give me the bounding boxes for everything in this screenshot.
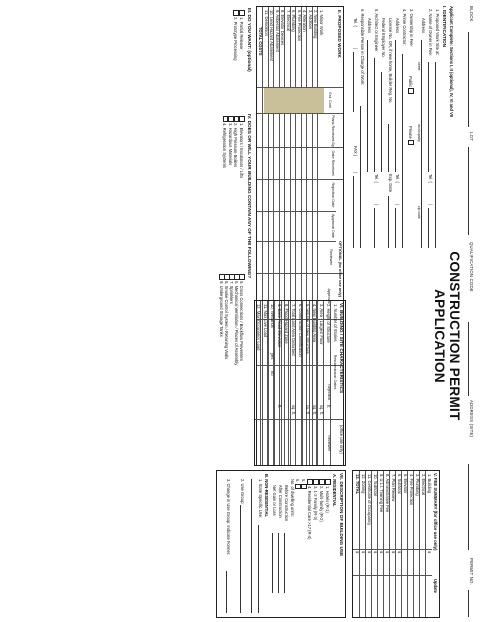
license-field[interactable] (388, 124, 389, 172)
architect-tel-label: Tel. ( (374, 174, 379, 183)
site-unit: cu. ft. (305, 405, 310, 416)
table-row (389, 471, 396, 617)
contractor-tel-paren: ) (395, 204, 400, 206)
site-item: 9. Base Flood Elevation (277, 304, 282, 348)
contains-checkbox[interactable] (234, 116, 240, 122)
non-residential-heading: B. NON-RESIDENTIAL (264, 474, 269, 517)
dwelling-units-label: No. of dwelling units: (290, 479, 295, 517)
use-option[interactable] (319, 479, 325, 522)
site-unit: sq. ft. (291, 405, 296, 416)
fax-field[interactable] (353, 176, 354, 248)
fee-item: 8. Administrative Fee (385, 474, 390, 513)
contains-label: 7. Sprinklers (228, 281, 234, 304)
contains-label: 3. Hazardous Materials (227, 123, 233, 166)
after-construction-label: After Construction (278, 485, 283, 518)
table-row (401, 471, 408, 617)
zip-caption: zip code (417, 206, 421, 219)
fee-dollar: $ (427, 551, 432, 554)
site-item: 2. Height of Structure (326, 304, 331, 343)
owner-tel-paren: ) (428, 204, 433, 206)
building-site-heading: VI. BUILDING / SITE CHARACTERISTICS (339, 303, 344, 394)
lot-field[interactable] (468, 147, 469, 235)
fee-item: 9. U.L.I. Training Fee (379, 474, 384, 513)
owner-name-label: 2. Name of Owner in Fee: (428, 9, 433, 56)
work-item: 2. New Building (313, 10, 319, 39)
owner-tel-label: Tel. ( (428, 174, 433, 183)
form-title (432, 250, 462, 422)
use-checkbox[interactable] (325, 479, 331, 485)
section-do-you-want (232, 6, 252, 106)
owner-name-field[interactable] (428, 62, 429, 172)
fax-label: FAX ( (353, 146, 358, 157)
site-item: 1. Number of Stories (333, 304, 338, 342)
site-unit: sq. ft. (319, 405, 324, 416)
municipality-caption: municipality (417, 124, 421, 142)
proposed-site-label: 1. Proposed Work Site at: (435, 9, 440, 56)
qual-code-field[interactable] (468, 322, 469, 396)
fee-item: 13. TOTAL (355, 474, 360, 495)
contains-label: 9. Underground Storage Tanks (218, 281, 224, 337)
table-row (371, 471, 378, 617)
responsible-field[interactable] (360, 106, 361, 248)
table-row (377, 471, 384, 617)
net-gain-field[interactable] (272, 533, 273, 593)
fee-dollar: $ (373, 551, 378, 554)
table-row (425, 471, 432, 617)
partial-release-checkbox[interactable] (239, 10, 245, 16)
site-item: 5. Volume of New Structure (305, 304, 310, 354)
contractor-tel-field[interactable] (395, 208, 396, 248)
fee-dollar: $ (355, 551, 360, 554)
site-unit: sq. ft. (312, 405, 317, 416)
work-item: 9. Asbestos Abatement (275, 10, 280, 52)
fee-dollar: $ (367, 551, 372, 554)
after-construction-field[interactable] (278, 533, 279, 593)
contains-option[interactable] (239, 116, 245, 178)
use-label: 6. (294, 479, 300, 483)
table-row (260, 301, 268, 465)
table-row (281, 301, 289, 465)
exp-date-field[interactable] (388, 196, 389, 248)
building-contains-heading: IV. DOES OR WILL YOUR BUILDING CONTAIN ANY OF THE FOLLOWING? (247, 114, 252, 279)
building-use-section (216, 470, 346, 618)
contains-option[interactable] (219, 274, 225, 337)
fee-item: 5. Elevator (403, 474, 408, 494)
contains-option[interactable] (222, 116, 228, 168)
owner-address-label: Address (421, 18, 426, 34)
architect-label: 5. Architect or Engineer (374, 9, 379, 52)
contractor-label: 4. Prime Contractor: (402, 9, 407, 46)
work-item: 10. Lead Hazard Abatement (269, 10, 275, 61)
fee-item: 11. Certificate of Occupancy (367, 474, 372, 526)
address-site-label: ADDRESS (SITE) (469, 400, 474, 438)
contains-label: 1. Elevators / Escalators / Lifts (238, 123, 244, 179)
site-unit: ft. (277, 405, 282, 409)
contains-checkbox[interactable] (228, 116, 234, 122)
use-group-label: 2. Use Group: (240, 479, 245, 505)
use-checkbox[interactable] (295, 484, 301, 490)
fee-dollar: $ (385, 551, 390, 554)
approval-header: Approval (327, 288, 331, 304)
site-item: 10. Wetlands (270, 304, 275, 328)
table-row (419, 471, 426, 617)
contains-checkbox[interactable] (234, 274, 240, 280)
use-label: 5. (300, 479, 306, 483)
contains-checkbox[interactable] (224, 274, 230, 280)
ownership-label: 3. Ownership in Fee: (409, 9, 414, 47)
site-item: 4. New Building Area (312, 304, 317, 343)
specific-use-field[interactable] (258, 525, 259, 613)
site-item: 7. Total Land Area Disturbed (291, 304, 296, 356)
prototype-checkbox[interactable] (233, 10, 239, 16)
contains-checkbox[interactable] (219, 274, 225, 280)
fee-dollar: $ (361, 551, 366, 554)
use-group-field[interactable] (240, 505, 241, 613)
contractor-tel-label: Tel. ( (395, 174, 400, 183)
title-line-2: APPLICATION (432, 289, 447, 383)
approval-date-header: Approval Date (331, 213, 335, 239)
exp-date-label: Exp. Date (388, 174, 393, 192)
table-row (323, 301, 331, 465)
table-row (254, 301, 261, 465)
plans-received-header: Plans Received By (331, 115, 335, 147)
public-label: Public (407, 76, 413, 88)
contains-label: 6. Mechanical Ventilation / Places of Assembly (233, 281, 239, 366)
resubmission-header: Resubmission Dates (333, 354, 337, 390)
reviewer-header: Reviewer (329, 249, 333, 265)
fee-item: 2. Electrical (421, 474, 426, 496)
street-caption: street (417, 62, 421, 71)
use-checkbox[interactable] (313, 479, 319, 485)
site-item: 3. Area - Largest Floor (319, 304, 324, 345)
before-construction-label: Before Construction (284, 485, 289, 522)
address-site-field[interactable] (468, 464, 469, 550)
identification-heading: I. IDENTIFICATION (442, 6, 447, 48)
office-use-label: (office use only) (339, 425, 344, 454)
before-construction-field[interactable] (284, 533, 285, 593)
table-row (302, 301, 310, 465)
change-use-field[interactable] (226, 571, 227, 613)
public-checkbox[interactable] (408, 88, 414, 94)
federal-employer-field[interactable] (381, 72, 382, 172)
fee-summary-heading: V. FEE SUMMARY (for office use only) (433, 473, 438, 551)
use-label: 3. 1-2 Family (R-3) (312, 486, 318, 521)
est-cost-header: Est. Cost (328, 92, 332, 108)
private-label: Private (407, 126, 413, 139)
section-building-contains (220, 112, 252, 466)
block-label: BLOCK (469, 6, 474, 22)
contains-label: 2. High Pressure Boilers (233, 123, 239, 168)
table-row (383, 471, 390, 617)
partial-release-option[interactable] (239, 10, 245, 49)
specific-use-field-2[interactable] (251, 479, 252, 613)
applicant-instructions: Applicant Complete: Sections I, II (optional), IV, VI and VII (449, 6, 454, 118)
wetlands-no[interactable]: no (270, 371, 275, 376)
fee-summary-table (352, 470, 440, 618)
work-item: 11. Demolition (264, 10, 269, 36)
table-row (267, 301, 275, 465)
reviewer-2-header: Reviewer (327, 435, 331, 451)
fax-paren: ) (353, 172, 358, 174)
architect-field[interactable] (374, 58, 375, 172)
proposed-site-field[interactable] (435, 62, 436, 248)
work-item: 4. Alteration (302, 10, 308, 32)
table-row (413, 471, 420, 617)
contains-checkbox[interactable] (239, 274, 245, 280)
responsible-tel-field[interactable] (353, 52, 354, 112)
contractor-address-field[interactable] (395, 40, 396, 172)
use-option[interactable] (307, 479, 313, 539)
qual-code-label: QUALIFICATION CODE (469, 242, 474, 292)
prototype-label: 2. Prototype Processing (232, 17, 238, 61)
contains-checkbox[interactable] (239, 116, 245, 122)
responsible-tel-paren: ) (353, 48, 358, 50)
proposed-work-heading: II. PROPOSED WORK (337, 10, 342, 58)
partial-release-label: 1. Partial Release (238, 17, 244, 50)
site-item: 6. Construction Classification (298, 304, 303, 357)
work-item: 5. Fire Protection (297, 10, 302, 42)
table-row (274, 301, 282, 465)
net-gain-label: Net Gain or Loss (272, 485, 277, 516)
specific-use-label: 1. State Specific Use: (258, 479, 263, 519)
table-row (353, 471, 360, 617)
architect-address-field[interactable] (367, 40, 368, 172)
date-received-header: Date Received (331, 150, 335, 176)
fee-dollar: $ (379, 551, 384, 554)
permit-no-label: PERMIT NO. (469, 558, 474, 585)
fee-item: 10. Subtotal (373, 474, 378, 496)
block-field[interactable] (468, 32, 469, 127)
fee-item: 7. Plan Review (391, 474, 396, 502)
contains-option[interactable] (228, 116, 234, 165)
fee-item: 6. Subtotal (397, 474, 402, 494)
contains-option[interactable] (233, 116, 239, 167)
site-item: 8. Flood Hazard Zone (284, 304, 289, 344)
fee-item: 1. Building (427, 474, 432, 494)
est-cost-shaded-cells (264, 88, 324, 113)
use-label: 2. Multi-family (R-2) (318, 486, 324, 522)
title-line-1: CONSTRUCTION PERMIT (447, 251, 462, 421)
contains-label: 5. Cross Connections / Backflow Preventers (238, 281, 244, 361)
section-identification (349, 6, 447, 248)
responsible-tel-label: Tel. ( (353, 18, 358, 27)
work-item: 6. Plumbing (291, 10, 297, 32)
change-use-label: 3. Change in Use Group: Indicate Former: (226, 479, 231, 556)
work-item: 1. Minor Work (319, 10, 324, 36)
table-row (365, 471, 372, 617)
architect-tel-field[interactable] (374, 208, 375, 248)
wetlands-yes[interactable]: yes (270, 353, 275, 360)
license-label: License No. OR, if new home, Builder Reg. No. (388, 18, 393, 104)
work-item: 8. Elevator Devices (280, 10, 286, 46)
rejection-header: Rejection (327, 384, 331, 400)
architect-address-label: Address (367, 18, 372, 34)
do-you-want-heading: III. DO YOU WANT: (optional) (247, 8, 252, 72)
responsible-label: 6. Responsible Person in Charge of Work: (360, 9, 365, 86)
federal-employer-label: Federal Employer No. (381, 18, 386, 58)
site-item: 12. Max Occupancy Load (256, 304, 261, 351)
table-row (295, 301, 303, 465)
public-option[interactable] (408, 76, 414, 95)
use-option[interactable] (313, 479, 319, 520)
permit-no-field[interactable] (468, 590, 469, 617)
table-row (407, 471, 414, 617)
work-item: 3. Addition (308, 10, 313, 30)
fee-dollar: $ (391, 551, 396, 554)
table-row (359, 471, 366, 617)
site-item: 11. Max Live Load (263, 304, 268, 338)
owner-address-field[interactable] (421, 40, 422, 248)
use-option[interactable] (301, 479, 307, 491)
use-checkbox[interactable] (301, 484, 307, 490)
table-row (309, 301, 317, 465)
owner-tel-field[interactable] (428, 208, 429, 248)
optional-heading: OPTIONAL (for office use only) (338, 241, 342, 297)
building-use-heading: VII. DESCRIPTION OF BUILDING USE (339, 473, 344, 557)
contains-label: 8. Smoke Control System / Retaining Walls (223, 281, 229, 360)
private-checkbox[interactable] (408, 140, 414, 146)
residential-heading: A. RESIDENTIAL (332, 474, 337, 507)
use-label: 1. Hotels (R-1) (324, 486, 330, 513)
contains-label: 4. Refrigeration Systems (222, 123, 228, 168)
use-label: 4. Residential Care >17 (R-4) (306, 486, 312, 540)
prototype-option[interactable] (233, 10, 239, 61)
use-option[interactable] (325, 479, 331, 513)
use-checkbox[interactable] (307, 479, 313, 485)
building-site-table (254, 300, 346, 466)
table-row (395, 471, 402, 617)
work-item: 7. Electrical (286, 10, 291, 32)
fee-dollar: $ (397, 551, 402, 554)
fee-item: 12. Zoning (361, 474, 366, 494)
total-costs-label: TOTAL COSTS (258, 27, 264, 56)
site-unit: ft. (326, 405, 331, 409)
use-option[interactable] (295, 479, 301, 491)
rejection-date-header: Rejection Date (331, 182, 335, 208)
table-row (316, 301, 324, 465)
architect-tel-paren: ) (374, 204, 379, 206)
contains-checkbox[interactable] (229, 274, 235, 280)
contractor-address-label: Address (395, 18, 400, 34)
fee-item: 4. Fire Protection (409, 474, 414, 506)
fee-item: 3. Plumbing (415, 474, 420, 496)
table-row (288, 301, 296, 465)
update-header: Update (433, 579, 438, 593)
table-row (330, 301, 338, 465)
use-checkbox[interactable] (319, 479, 325, 485)
private-option[interactable] (408, 126, 414, 147)
contractor-field[interactable] (402, 54, 403, 248)
lot-label: LOT (469, 132, 474, 141)
contains-checkbox[interactable] (223, 116, 229, 122)
